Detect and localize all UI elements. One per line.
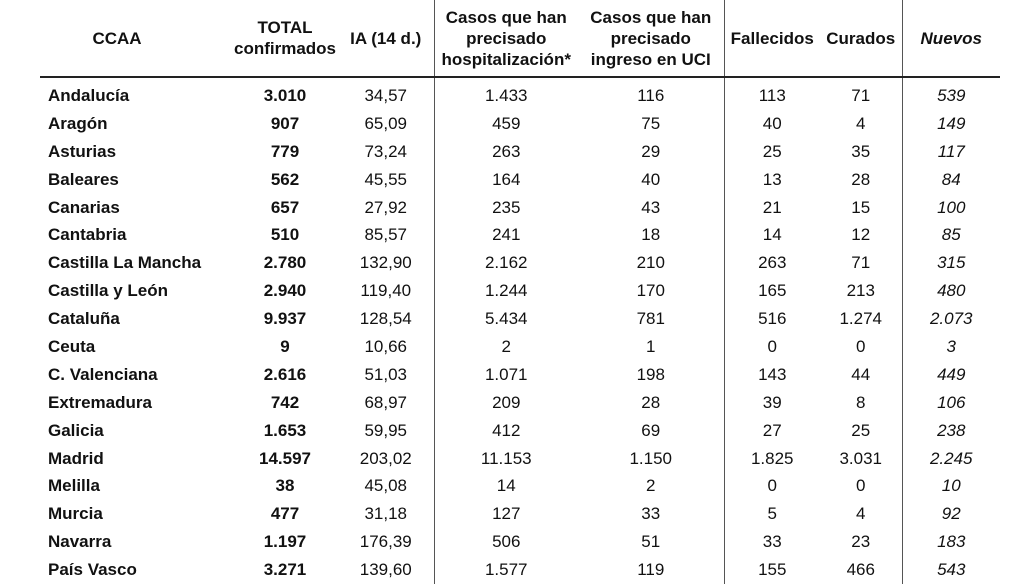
- cell-nuevos: 106: [937, 392, 966, 412]
- cell-curados: 35: [820, 138, 902, 166]
- table-row: [40, 77, 1000, 110]
- cell-hospitalizacion: 11.153: [480, 448, 532, 468]
- header-total-line2: confirmados: [234, 39, 337, 58]
- cell-hospitalizacion: 5.434: [484, 309, 528, 329]
- cell-nuevos: 449: [937, 364, 966, 384]
- header-ccaa: [40, 0, 232, 77]
- table-row: [40, 305, 1000, 333]
- cell-uci: 170: [578, 277, 724, 305]
- cell-hospitalizacion: 2: [501, 336, 511, 356]
- cell-ia: 139,60: [338, 556, 434, 584]
- header-uci-line1: Casos que han: [590, 8, 712, 27]
- cell-fallecidos: 39: [762, 392, 782, 412]
- header-total-line1: TOTAL: [257, 18, 313, 37]
- table-row: [40, 166, 1000, 194]
- cell-fallecidos: 33: [762, 532, 782, 552]
- cell-nuevos: 100: [937, 197, 966, 217]
- cell-ia: 85,57: [338, 221, 434, 249]
- cell-ccaa: Asturias: [48, 141, 117, 161]
- cell-ia: 34,57: [338, 77, 434, 110]
- cell-hospitalizacion: 263: [492, 141, 521, 161]
- cell-total: 510: [270, 225, 300, 245]
- cell-uci: 75: [578, 110, 724, 138]
- header-total-confirmados: [232, 0, 338, 77]
- header-uci-line3: ingreso en UCI: [590, 50, 711, 69]
- cell-total: 38: [275, 476, 295, 496]
- cell-ccaa: Baleares: [48, 169, 119, 189]
- table-row: [40, 138, 1000, 166]
- cell-ccaa: Melilla: [48, 476, 100, 496]
- cell-nuevos: 84: [941, 169, 961, 189]
- cell-ia: 68,97: [338, 389, 434, 417]
- cell-ia: 119,40: [338, 277, 434, 305]
- table-row: [40, 110, 1000, 138]
- cell-total: 2.616: [263, 364, 307, 384]
- cell-total: 742: [270, 392, 300, 412]
- header-nuevos: [902, 0, 1000, 77]
- cell-ia: 45,08: [338, 472, 434, 500]
- cell-fallecidos: 113: [758, 85, 786, 105]
- cell-curados: 71: [820, 77, 902, 110]
- cell-hospitalizacion: 1.577: [484, 560, 528, 580]
- table-row: [40, 221, 1000, 249]
- cell-uci: 119: [578, 556, 724, 584]
- table-row: [40, 389, 1000, 417]
- cell-hospitalizacion: 14: [496, 476, 516, 496]
- cell-uci: 33: [578, 500, 724, 528]
- cell-ccaa: Aragón: [48, 113, 108, 133]
- cell-total: 1.653: [263, 420, 307, 440]
- cell-ia: 45,55: [338, 166, 434, 194]
- cell-ccaa: País Vasco: [48, 560, 137, 580]
- cell-fallecidos: 165: [758, 281, 787, 301]
- cell-uci: 198: [578, 361, 724, 389]
- cell-fallecidos: 27: [762, 420, 782, 440]
- cell-hospitalizacion: 235: [492, 197, 521, 217]
- header-uci-line2: precisado: [610, 29, 691, 48]
- cell-curados: 23: [820, 528, 902, 556]
- cell-ia: 59,95: [338, 417, 434, 445]
- cell-ia: 128,54: [338, 305, 434, 333]
- cell-ccaa: Castilla La Mancha: [48, 253, 202, 273]
- cell-hospitalizacion: 1.244: [484, 281, 528, 301]
- cell-fallecidos: 13: [762, 169, 782, 189]
- cell-total: 9.937: [263, 309, 307, 329]
- cell-ia: 10,66: [338, 333, 434, 361]
- cell-hospitalizacion: 241: [492, 225, 521, 245]
- cell-nuevos: 539: [937, 85, 966, 105]
- cell-total: 1.197: [263, 532, 307, 552]
- cell-fallecidos: 263: [758, 253, 787, 273]
- table-row: [40, 528, 1000, 556]
- cell-ccaa: Canarias: [48, 197, 120, 217]
- cell-nuevos: 2.073: [929, 309, 973, 329]
- header-fallecidos-label: Fallecidos: [730, 28, 814, 48]
- header-uci: [578, 0, 724, 77]
- header-hospitalizacion: [434, 0, 578, 77]
- cell-ia: 73,24: [338, 138, 434, 166]
- cell-nuevos: 183: [937, 532, 966, 552]
- cell-ccaa: Navarra: [48, 532, 112, 552]
- table-row: [40, 500, 1000, 528]
- cell-nuevos: 92: [941, 504, 961, 524]
- cell-ia: 65,09: [338, 110, 434, 138]
- cell-ccaa: Cantabria: [48, 225, 127, 245]
- header-curados-label: Curados: [826, 28, 896, 48]
- cell-uci: 2: [578, 472, 724, 500]
- cell-total: 3.010: [263, 85, 307, 105]
- table-row: [40, 194, 1000, 222]
- header-ccaa-label: CCAA: [92, 28, 142, 48]
- cell-curados: 4: [820, 500, 902, 528]
- cell-uci: 28: [578, 389, 724, 417]
- cell-curados: 25: [820, 417, 902, 445]
- cell-ia: 27,92: [338, 194, 434, 222]
- cell-ccaa: Extremadura: [48, 392, 152, 412]
- cell-total: 9: [280, 336, 290, 356]
- cell-ccaa: C. Valenciana: [48, 364, 158, 384]
- table-row: [40, 277, 1000, 305]
- cell-total: 657: [270, 197, 300, 217]
- cell-total: 562: [270, 169, 300, 189]
- cell-ia: 31,18: [338, 500, 434, 528]
- cell-uci: 210: [578, 249, 724, 277]
- cell-uci: 1: [578, 333, 724, 361]
- cell-ccaa: Cataluña: [48, 309, 120, 329]
- table-row: [40, 556, 1000, 584]
- cell-curados: 213: [820, 277, 902, 305]
- cell-uci: 40: [578, 166, 724, 194]
- cell-curados: 15: [820, 194, 902, 222]
- cell-fallecidos: 14: [762, 225, 782, 245]
- cell-uci: 69: [578, 417, 724, 445]
- cell-hospitalizacion: 459: [492, 113, 521, 133]
- cell-uci: 781: [578, 305, 724, 333]
- cell-ccaa: Ceuta: [48, 336, 96, 356]
- cell-hospitalizacion: 127: [492, 504, 521, 524]
- cell-curados: 4: [820, 110, 902, 138]
- cell-curados: 8: [820, 389, 902, 417]
- cell-uci: 43: [578, 194, 724, 222]
- cell-total: 14.597: [259, 448, 311, 468]
- cell-curados: 466: [820, 556, 902, 584]
- header-ia-label: IA (14 d.): [350, 28, 422, 48]
- table-row: [40, 417, 1000, 445]
- cell-uci: 51: [578, 528, 724, 556]
- cell-fallecidos: 0: [767, 336, 777, 356]
- table-row: [40, 333, 1000, 361]
- cell-fallecidos: 143: [758, 364, 787, 384]
- cell-fallecidos: 516: [758, 309, 787, 329]
- cell-total: 477: [270, 504, 300, 524]
- cell-ccaa: Murcia: [48, 504, 103, 524]
- cell-curados: 12: [820, 221, 902, 249]
- cell-fallecidos: 40: [762, 113, 782, 133]
- cell-nuevos: 238: [937, 420, 966, 440]
- cell-ia: 132,90: [338, 249, 434, 277]
- cell-nuevos: 543: [937, 560, 966, 580]
- cell-ia: 51,03: [338, 361, 434, 389]
- cell-ia: 203,02: [338, 445, 434, 473]
- cell-total: 779: [270, 141, 300, 161]
- table-row: [40, 249, 1000, 277]
- cell-fallecidos: 21: [762, 197, 782, 217]
- header-curados: [820, 0, 902, 77]
- cell-nuevos: 85: [941, 225, 961, 245]
- cell-hospitalizacion: 412: [492, 420, 521, 440]
- header-nuevos-label: Nuevos: [920, 28, 982, 48]
- cell-total: 2.940: [263, 281, 307, 301]
- ccaa-data-table: [40, 0, 1000, 584]
- cell-fallecidos: 5: [767, 504, 777, 524]
- table-row: [40, 445, 1000, 473]
- cell-ia: 176,39: [338, 528, 434, 556]
- cell-nuevos: 3: [946, 336, 956, 356]
- header-fallecidos: [724, 0, 820, 77]
- cell-hospitalizacion: 1.071: [484, 364, 528, 384]
- cell-curados: 0: [820, 472, 902, 500]
- table-body: [40, 77, 1000, 584]
- cell-nuevos: 315: [937, 253, 966, 273]
- cell-ccaa: Madrid: [48, 448, 104, 468]
- cell-curados: 1.274: [820, 305, 902, 333]
- cell-total: 2.780: [263, 253, 307, 273]
- cell-ccaa: Castilla y León: [48, 281, 168, 301]
- header-ia: [338, 0, 434, 77]
- cell-hospitalizacion: 506: [492, 532, 521, 552]
- cell-uci: 18: [578, 221, 724, 249]
- cell-fallecidos: 155: [758, 560, 787, 580]
- cell-uci: 29: [578, 138, 724, 166]
- table-header-row: [40, 0, 1000, 77]
- cell-nuevos: 2.245: [929, 448, 973, 468]
- cell-nuevos: 480: [937, 281, 966, 301]
- cell-total: 907: [270, 113, 300, 133]
- cell-curados: 0: [820, 333, 902, 361]
- cell-curados: 3.031: [820, 445, 902, 473]
- cell-uci: 116: [578, 77, 724, 110]
- cell-hospitalizacion: 164: [492, 169, 521, 189]
- header-hosp-line2: precisado: [466, 29, 547, 48]
- cell-uci: 1.150: [578, 445, 724, 473]
- cell-nuevos: 117: [937, 141, 965, 161]
- cell-curados: 28: [820, 166, 902, 194]
- cell-fallecidos: 0: [767, 476, 777, 496]
- cell-nuevos: 10: [941, 476, 961, 496]
- cell-nuevos: 149: [937, 113, 966, 133]
- cell-fallecidos: 1.825: [750, 448, 794, 468]
- cell-hospitalizacion: 209: [492, 392, 521, 412]
- cell-total: 3.271: [263, 560, 307, 580]
- header-hosp-line1: Casos que han: [445, 8, 567, 27]
- table-row: [40, 472, 1000, 500]
- cell-hospitalizacion: 2.162: [484, 253, 528, 273]
- cell-hospitalizacion: 1.433: [484, 85, 528, 105]
- header-hosp-line3: hospitalización*: [441, 50, 571, 69]
- cell-ccaa: Andalucía: [48, 85, 130, 105]
- cell-ccaa: Galicia: [48, 420, 104, 440]
- cell-curados: 71: [820, 249, 902, 277]
- table-row: [40, 361, 1000, 389]
- cell-curados: 44: [820, 361, 902, 389]
- cell-fallecidos: 25: [762, 141, 782, 161]
